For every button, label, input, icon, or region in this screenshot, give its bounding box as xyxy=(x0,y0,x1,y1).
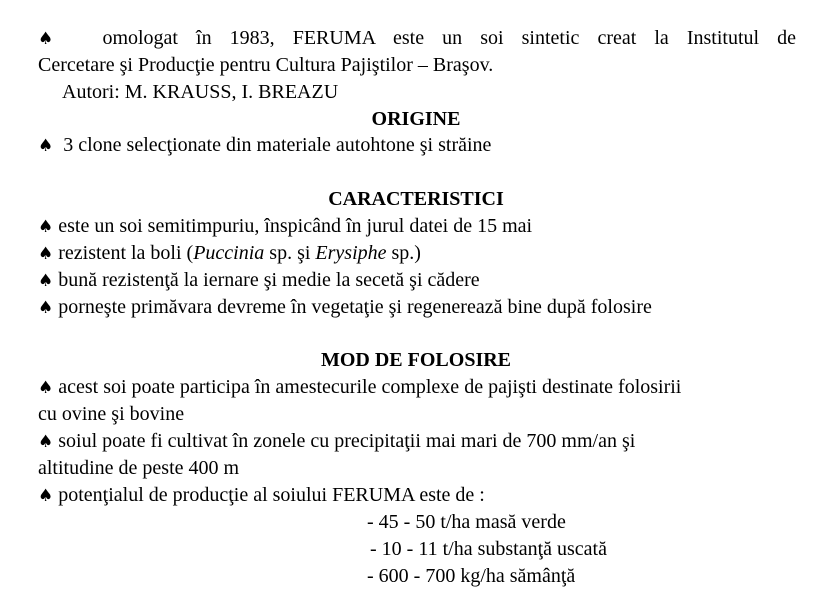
heading-mod-de-folosire: MOD DE FOLOSIRE xyxy=(320,349,512,371)
spade-bullet-icon: ♠ xyxy=(38,432,54,452)
caracteristici-item-2: ♠ rezistent la boli (Puccinia sp. şi Erysiphe sp.) xyxy=(38,242,421,264)
spade-bullet-icon: ♠ xyxy=(38,486,54,506)
spade-bullet-icon: ♠ xyxy=(38,136,54,156)
spade-bullet-icon: ♠ xyxy=(38,217,54,237)
caracteristici-item-1: ♠ este un soi semitimpuriu, înspicând în jurul datei de 15 mai xyxy=(38,215,533,237)
yield-item: - 10 - 11 t/ha substanţă uscată xyxy=(370,538,607,560)
spade-bullet-icon: ♠ xyxy=(38,378,54,398)
folosire-item-2-line-2: altitudine de peste 400 m xyxy=(38,457,240,479)
authors-line: Autori: M. KRAUSS, I. BREAZU xyxy=(62,81,339,103)
spade-bullet-icon: ♠ xyxy=(38,298,54,318)
origine-item: ♠ 3 clone selecţionate din materiale autohtone şi străine xyxy=(38,134,492,156)
spade-bullet-icon: ♠ xyxy=(38,271,54,291)
intro-line-2: Cercetare şi Producţie pentru Cultura Pajiştilor – Braşov. xyxy=(38,54,494,76)
folosire-item-1-line-2: cu ovine şi bovine xyxy=(38,403,185,425)
yield-item: - 600 - 700 kg/ha sămânţă xyxy=(367,565,576,587)
intro-text-1: omologat în 1983, FERUMA este un soi sintetic creat la Institutul de xyxy=(102,27,797,49)
spade-bullet-icon: ♠ xyxy=(38,29,67,49)
folosire-item-3: ♠ potenţialul de producţie al soiului FERUMA este de : xyxy=(38,484,485,506)
pathogen-name: Erysiphe xyxy=(315,242,387,264)
heading-caracteristici: CARACTERISTICI xyxy=(328,188,504,210)
caracteristici-item-3: ♠ bună rezistenţă la iernare şi medie la secetă şi cădere xyxy=(38,269,480,291)
folosire-item-1-line-1: ♠ acest soi poate participa în amestecurile complexe de pajişti destinate folosirii xyxy=(38,376,682,398)
yield-item: - 45 - 50 t/ha masă verde xyxy=(367,511,566,533)
pathogen-name: Puccinia xyxy=(193,242,265,264)
folosire-item-2-line-1: ♠ soiul poate fi cultivat în zonele cu precipitaţii mai mari de 700 mm/an şi xyxy=(38,430,636,452)
spade-bullet-icon: ♠ xyxy=(38,244,54,264)
caracteristici-item-4: ♠ porneşte primăvara devreme în vegetaţie şi regenerează bine după folosire xyxy=(38,296,652,318)
heading-origine: ORIGINE xyxy=(371,108,461,130)
intro-line-1 xyxy=(38,25,796,53)
